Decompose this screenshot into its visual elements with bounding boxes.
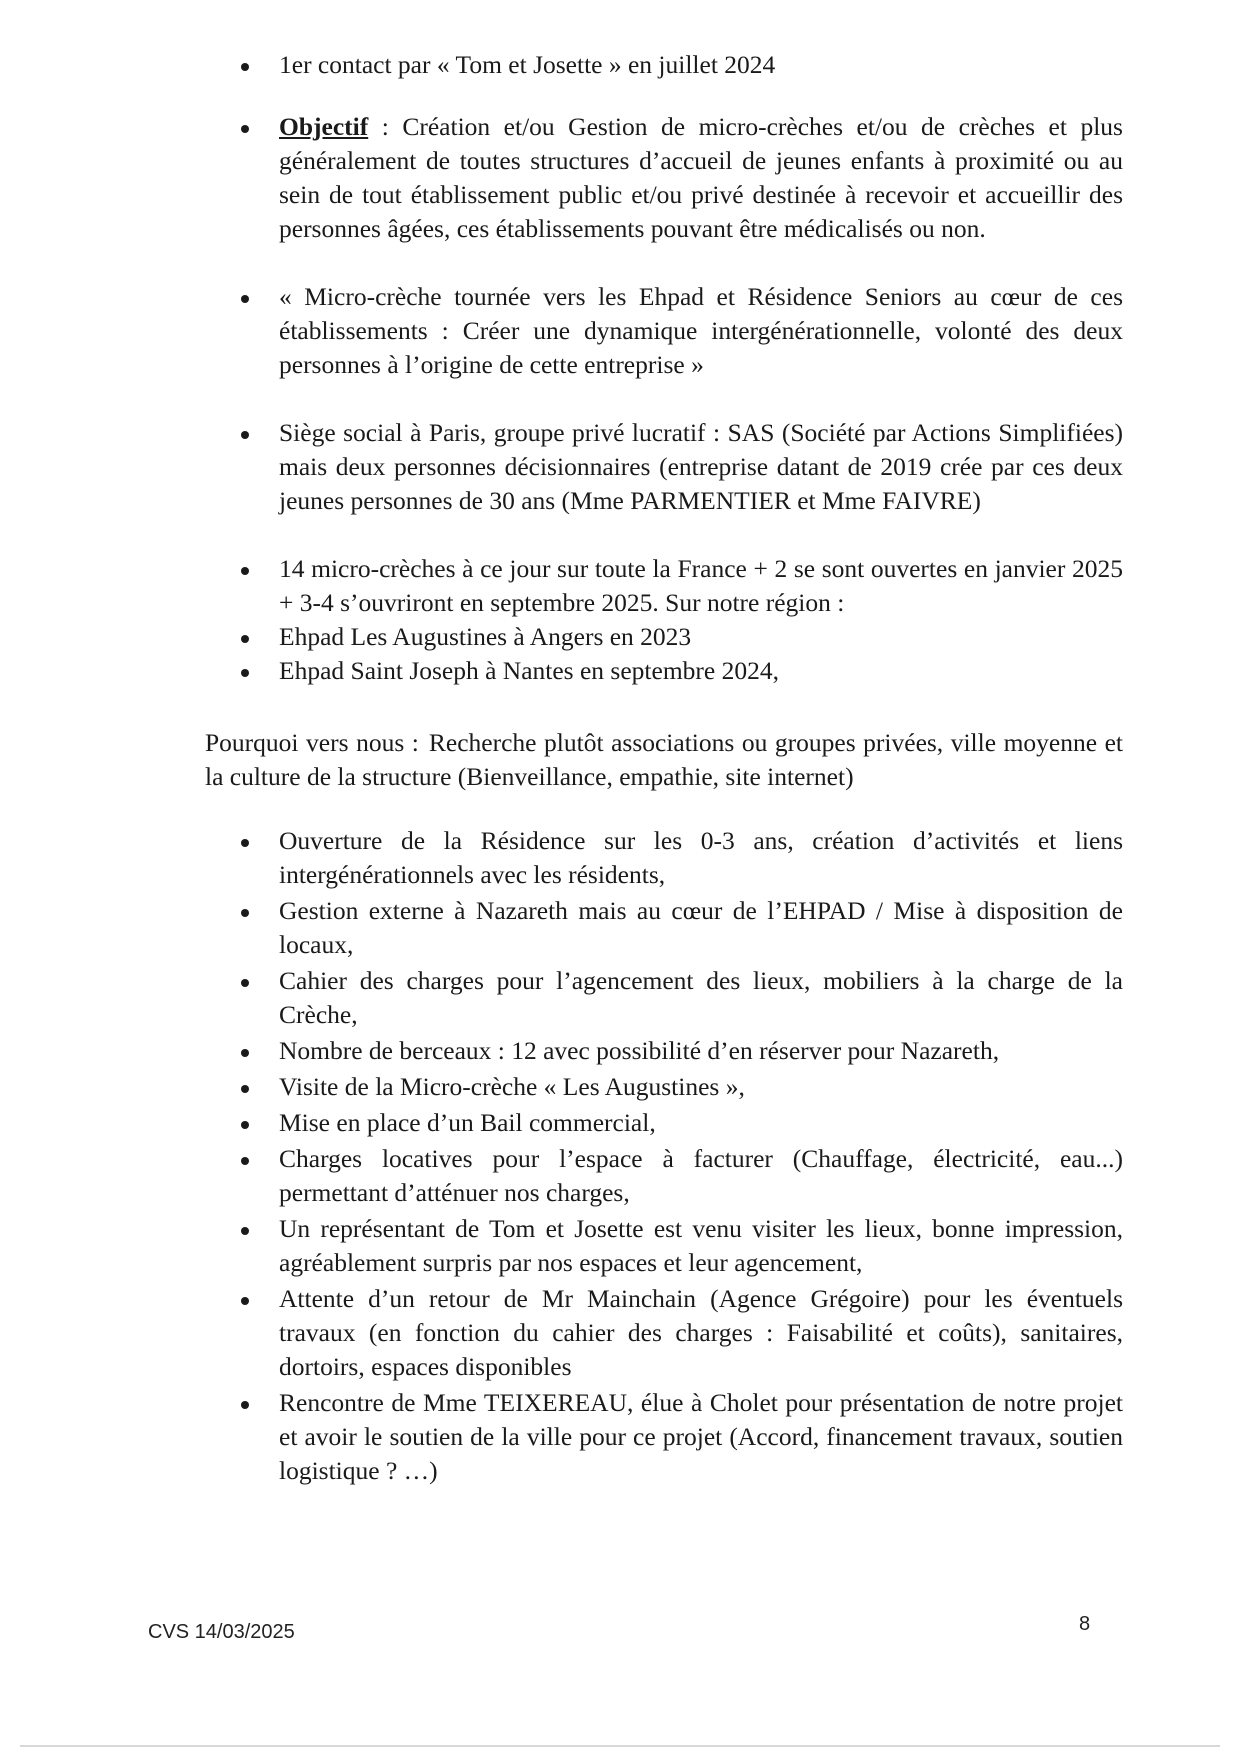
bullet-icon (241, 63, 249, 71)
list-item (205, 280, 1123, 382)
bullet-icon (241, 669, 249, 677)
list-item-text: 1er contact par « Tom et Josette » en juillet 2024 (279, 50, 776, 79)
bullet-icon (241, 1049, 249, 1057)
list-item-text: Gestion externe à Nazareth mais au cœur de l’EHPAD / Mise à disposition de locaux, (279, 896, 1123, 959)
list-item (205, 964, 1123, 1032)
list-item-text: Charges locatives pour l’espace à facturer (Chauffage, électricité, eau...) permettant d’atténuer nos charges, (279, 1144, 1123, 1207)
list-item (205, 1386, 1123, 1488)
bullet-icon (241, 567, 249, 575)
bullet-icon (241, 125, 249, 133)
list-item-text: Siège social à Paris, groupe privé lucratif : SAS (Société par Actions Simplifiées) mais deux personnes décisionnaires (entreprise datant de 2019 crée par ces deux jeunes personnes de 30 ans (Mme PARMENTIER et Mme FAIVRE) (279, 418, 1123, 515)
list-item-text: Rencontre de Mme TEIXEREAU, élue à Cholet pour présentation de notre projet et avoir le soutien de la ville pour ce projet (Accord, financement travaux, soutien logistique ? …) (279, 1388, 1123, 1485)
list-item (205, 1034, 1123, 1068)
scan-edge-divider (20, 1745, 1220, 1747)
list-item (205, 1282, 1123, 1384)
list-item (205, 1212, 1123, 1280)
bullet-icon (241, 839, 249, 847)
list-item (205, 1142, 1123, 1210)
bullet-icon (241, 1227, 249, 1235)
list-item (205, 894, 1123, 962)
list-item-objective (205, 110, 1123, 246)
list-item (205, 824, 1123, 892)
list-item-text: Ehpad Les Augustines à Angers en 2023 (279, 622, 692, 651)
bullet-icon (241, 1297, 249, 1305)
footer-document-ref: CVS 14/03/2025 (148, 1621, 295, 1643)
bullet-icon (241, 1157, 249, 1165)
list-item-text: Cahier des charges pour l’agencement des lieux, mobiliers à la charge de la Crèche, (279, 966, 1123, 1029)
list-item-text: 14 micro-crèches à ce jour sur toute la France + 2 se sont ouvertes en janvier 2025 + 3-4 s’ouvriront en septembre 2025. Sur notre région : (279, 554, 1123, 617)
list-item-text: Ehpad Saint Joseph à Nantes en septembre 2024, (279, 656, 779, 685)
why-us-lead: Pourquoi vers nous : (205, 728, 419, 757)
why-us-text: Recherche plutôt associations ou groupes privées, ville moyenne et la culture de la structure (Bienveillance, empathie, site internet) (205, 728, 1124, 791)
page-number: 8 (1079, 1613, 1091, 1635)
bullet-icon (241, 295, 249, 303)
list-item (205, 48, 1123, 82)
list-item-text: Attente d’un retour de Mr Mainchain (Agence Grégoire) pour les éventuels travaux (en fonction du cahier des charges : Faisabilité et coûts), sanitaires, dortoirs, espaces disponibles (279, 1284, 1123, 1381)
bullet-icon (241, 909, 249, 917)
list-item-text: Création et/ou Gestion de micro-crèches et/ou de crèches et plus généralement de toutes structures d’accueil de jeunes enfants à proximité ou au sein de tout établissement public et/ou privé destinée à recevoir et accueillir des personnes âgées, ces établissements pouvant être médicalisés ou non. (279, 112, 1123, 243)
why-us-paragraph (205, 726, 1123, 794)
list-item (205, 1106, 1123, 1140)
list-item (205, 654, 1123, 688)
bullet-icon (241, 1085, 249, 1093)
list-item (205, 552, 1123, 620)
list-item-text: Un représentant de Tom et Josette est venu visiter les lieux, bonne impression, agréablement surpris par nos espaces et leur agencement, (279, 1214, 1123, 1277)
objective-label: Objectif (279, 112, 369, 141)
list-item-text: « Micro-crèche tournée vers les Ehpad et Résidence Seniors au cœur de ces établissements : Créer une dynamique intergénérationnelle, volonté des deux personnes à l’origine de cette entreprise » (279, 282, 1123, 379)
list-item-text: Mise en place d’un Bail commercial, (279, 1108, 656, 1137)
list-item-text: Nombre de berceaux : 12 avec possibilité d’en réserver pour Nazareth, (279, 1036, 1000, 1065)
list-item-text: Visite de la Micro-crèche « Les Augustines », (279, 1072, 745, 1101)
bullet-icon (241, 1121, 249, 1129)
page-content (205, 48, 1123, 1488)
bullet-icon (241, 635, 249, 643)
objective-separator: : (368, 112, 403, 141)
project-bullet-list (205, 824, 1123, 1488)
bullet-icon (241, 1401, 249, 1409)
list-item-text: Ouverture de la Résidence sur les 0-3 ans, création d’activités et liens intergénérationnels avec les résidents, (279, 826, 1123, 889)
list-item (205, 1070, 1123, 1104)
bullet-icon (241, 431, 249, 439)
intro-bullet-list (205, 48, 1123, 688)
list-item (205, 416, 1123, 518)
list-item (205, 620, 1123, 654)
bullet-icon (241, 979, 249, 987)
